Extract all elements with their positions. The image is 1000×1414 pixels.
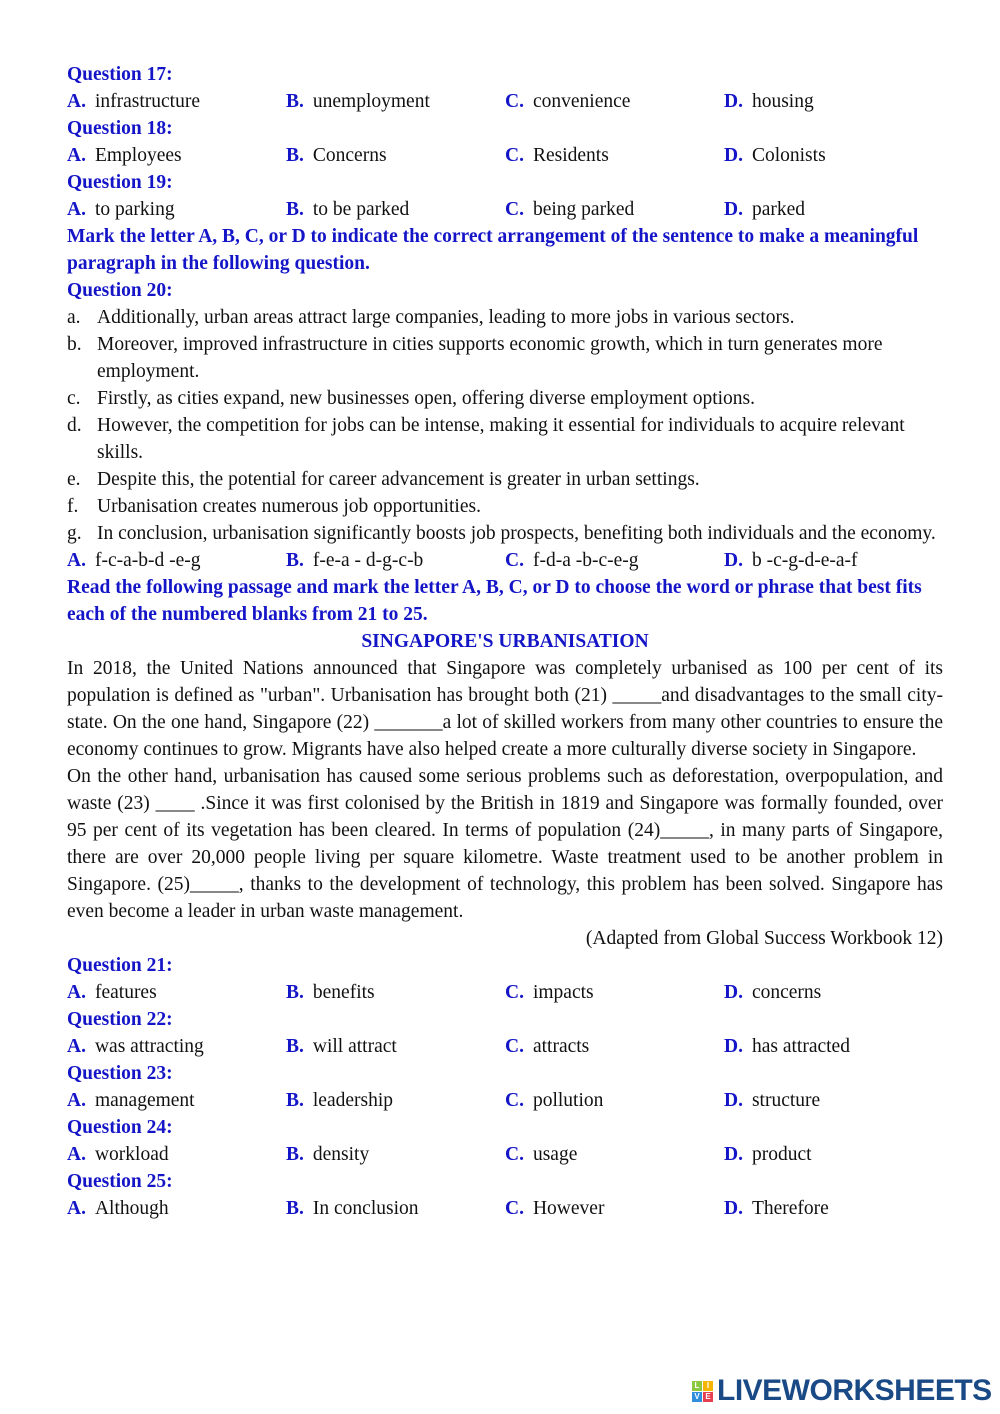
options-row	[67, 196, 943, 223]
option-letter: C.	[505, 1144, 524, 1165]
question-title: Question 21:	[67, 955, 173, 976]
option-letter: B.	[286, 145, 304, 166]
option-text: infrastructure	[94, 91, 201, 112]
option-letter: D.	[724, 550, 743, 571]
questions-21-25	[67, 952, 943, 1222]
option-text: being parked	[532, 199, 635, 220]
question-title: Question 19:	[67, 172, 173, 193]
answer-option[interactable]	[505, 1195, 724, 1222]
options-row	[67, 1141, 943, 1168]
answer-option[interactable]	[724, 88, 943, 115]
answer-option[interactable]	[67, 142, 286, 169]
option-letter: D.	[724, 199, 743, 220]
option-letter: A.	[67, 982, 86, 1003]
question-title: Question 24:	[67, 1117, 173, 1138]
option-text: concerns	[751, 982, 822, 1003]
options-row	[67, 979, 943, 1006]
option-text: attracts	[532, 1036, 590, 1057]
answer-option[interactable]	[724, 547, 943, 574]
option-letter: C.	[505, 145, 524, 166]
answer-option[interactable]	[505, 142, 724, 169]
option-letter: C.	[505, 550, 524, 571]
option-letter: B.	[286, 1090, 304, 1111]
option-letter: B.	[286, 982, 304, 1003]
option-letter: C.	[505, 199, 524, 220]
option-letter: B.	[286, 1198, 304, 1219]
options-row	[67, 88, 943, 115]
option-text: housing	[751, 91, 814, 112]
answer-option[interactable]	[67, 196, 286, 223]
option-letter: C.	[505, 1090, 524, 1111]
option-text: Employees	[94, 145, 182, 166]
option-letter: A.	[67, 199, 86, 220]
sentence-label: g.	[67, 523, 82, 544]
option-text: management	[94, 1090, 195, 1111]
answer-option[interactable]	[286, 1141, 505, 1168]
answer-option[interactable]	[67, 979, 286, 1006]
sentence-label: c.	[67, 388, 81, 409]
answer-option[interactable]	[724, 196, 943, 223]
answer-option[interactable]	[724, 1195, 943, 1222]
answer-option[interactable]	[286, 142, 505, 169]
answer-option[interactable]	[67, 547, 286, 574]
option-letter: D.	[724, 145, 743, 166]
option-text: f-e-a - d-g-c-b	[312, 550, 424, 571]
option-text: to be parked	[312, 199, 410, 220]
option-letter: D.	[724, 1090, 743, 1111]
answer-option[interactable]	[505, 1033, 724, 1060]
passage-instruction: Read the following passage and mark the letter A, B, C, or D to choose the word or phrase that best fits each of the numbered blanks from 21 to 25.	[67, 577, 922, 625]
passage-source: (Adapted from Global Success Workbook 12)	[585, 928, 943, 949]
answer-option[interactable]	[724, 1087, 943, 1114]
option-text: However	[532, 1198, 605, 1219]
sentence-text: Additionally, urban areas attract large companies, leading to more jobs in various sectors.	[97, 307, 795, 328]
answer-option[interactable]	[67, 1195, 286, 1222]
option-text: Colonists	[751, 145, 826, 166]
question-title: Question 18:	[67, 118, 173, 139]
question-title: Question 23:	[67, 1063, 173, 1084]
option-letter: A.	[67, 1036, 86, 1057]
answer-option[interactable]	[286, 1033, 505, 1060]
answer-option[interactable]	[505, 1087, 724, 1114]
sentence-label: d.	[67, 415, 82, 436]
option-letter: A.	[67, 1198, 86, 1219]
sentence-item	[67, 385, 943, 412]
answer-option[interactable]	[67, 1033, 286, 1060]
question-20-options	[67, 547, 943, 574]
question-title: Question 17:	[67, 64, 173, 85]
option-letter: C.	[505, 982, 524, 1003]
option-text: workload	[94, 1144, 169, 1165]
answer-option[interactable]	[724, 142, 943, 169]
option-letter: B.	[286, 1036, 304, 1057]
sentence-label: a.	[67, 307, 81, 328]
answer-option[interactable]	[67, 1141, 286, 1168]
answer-option[interactable]	[724, 1033, 943, 1060]
worksheet-page	[67, 61, 943, 1222]
option-letter: B.	[286, 199, 304, 220]
option-text: unemployment	[312, 91, 430, 112]
option-text: leadership	[312, 1090, 394, 1111]
answer-option[interactable]	[724, 1141, 943, 1168]
option-letter: C.	[505, 1036, 524, 1057]
option-text: impacts	[532, 982, 594, 1003]
answer-option[interactable]	[286, 1195, 505, 1222]
answer-option[interactable]	[286, 1087, 505, 1114]
sentence-list	[67, 304, 943, 547]
option-text: was attracting	[94, 1036, 204, 1057]
answer-option[interactable]	[505, 88, 724, 115]
option-text: usage	[532, 1144, 578, 1165]
option-letter: B.	[286, 550, 304, 571]
sentence-label: e.	[67, 469, 81, 490]
sentence-label: b.	[67, 334, 82, 355]
sentence-text: However, the competition for jobs can be intense, making it essential for individuals to acquire relevant skills.	[97, 415, 905, 463]
option-text: Concerns	[312, 145, 387, 166]
option-text: b -c-g-d-e-a-f	[751, 550, 858, 571]
logo-tile: V	[692, 1392, 702, 1402]
option-text: pollution	[532, 1090, 604, 1111]
option-letter: A.	[67, 145, 86, 166]
passage-paragraph: In 2018, the United Nations announced that Singapore was completely urbanised as 100 per cent of its population is defined as "urban". Urbanisation has brought both (21) _____and disadvantages to the small city-state. On the one hand, Singapore (22) _______a lot of skilled workers from many other countries to ensure the economy continues to grow. Migrants have also helped create a more culturally diverse society in Singapore.	[67, 658, 943, 760]
logo-tile: E	[703, 1392, 713, 1402]
option-text: will attract	[312, 1036, 397, 1057]
answer-option[interactable]	[286, 547, 505, 574]
option-text: Therefore	[751, 1198, 829, 1219]
option-text: parked	[751, 199, 806, 220]
option-letter: B.	[286, 1144, 304, 1165]
option-text: features	[94, 982, 157, 1003]
option-letter: B.	[286, 91, 304, 112]
arrangement-instruction: Mark the letter A, B, C, or D to indicate the correct arrangement of the sentence to make a meaningful paragraph in the following question.	[67, 226, 919, 274]
option-letter: D.	[724, 1198, 743, 1219]
options-row	[67, 1087, 943, 1114]
logo-tile: L	[692, 1381, 702, 1391]
logo-tile: I	[703, 1381, 713, 1391]
answer-option[interactable]	[505, 979, 724, 1006]
passage-title: SINGAPORE'S URBANISATION	[361, 631, 649, 652]
option-text: f-c-a-b-d -e-g	[94, 550, 201, 571]
option-letter: D.	[724, 91, 743, 112]
sentence-item	[67, 412, 943, 466]
sentence-text: Urbanisation creates numerous job opportunities.	[97, 496, 481, 517]
question-title: Question 22:	[67, 1009, 173, 1030]
option-text: Although	[94, 1198, 169, 1219]
sentence-item	[67, 520, 943, 547]
options-row	[67, 1195, 943, 1222]
option-text: f-d-a -b-c-e-g	[532, 550, 639, 571]
option-text: benefits	[312, 982, 375, 1003]
option-text: has attracted	[751, 1036, 850, 1057]
options-row	[67, 1033, 943, 1060]
passage-paragraph: On the other hand, urbanisation has caused some serious problems such as deforestation, overpopulation, and waste (23) ____ .Since it was first colonised by the British in 1819 and Singapore was formally founded, over 95 per cent of its vegetation has been cleared. In terms of population (24)_____, in many parts of Singapore, there are over 20,000 people living per square kilometre. Waste treatment used to be another problem in Singapore. (25)_____, thanks to the development of technology, this problem has been solved. Singapore has even become a leader in urban waste management.	[67, 766, 943, 922]
option-letter: C.	[505, 91, 524, 112]
sentence-item	[67, 331, 943, 385]
answer-option[interactable]	[286, 979, 505, 1006]
option-letter: A.	[67, 1090, 86, 1111]
answer-option[interactable]	[505, 196, 724, 223]
sentence-label: f.	[67, 496, 79, 517]
answer-option[interactable]	[505, 1141, 724, 1168]
answer-option[interactable]	[67, 88, 286, 115]
liveworksheets-logo	[692, 1374, 992, 1408]
option-letter: A.	[67, 1144, 86, 1165]
option-letter: C.	[505, 1198, 524, 1219]
questions-17-19	[67, 61, 943, 223]
sentence-text: In conclusion, urbanisation significantly boosts job prospects, benefiting both individuals and the economy.	[97, 523, 936, 544]
option-text: Residents	[532, 145, 609, 166]
option-text: density	[312, 1144, 370, 1165]
sentence-text: Firstly, as cities expand, new businesses open, offering diverse employment options.	[97, 388, 756, 409]
option-letter: A.	[67, 550, 86, 571]
answer-option[interactable]	[505, 547, 724, 574]
sentence-item	[67, 493, 943, 520]
answer-option[interactable]	[724, 979, 943, 1006]
sentence-text: Moreover, improved infrastructure in cities supports economic growth, which in turn generates more employment.	[97, 334, 883, 382]
option-text: product	[751, 1144, 812, 1165]
question-title: Question 25:	[67, 1171, 173, 1192]
answer-option[interactable]	[286, 196, 505, 223]
option-letter: D.	[724, 1036, 743, 1057]
sentence-text: Despite this, the potential for career advancement is greater in urban settings.	[97, 469, 700, 490]
question-20-title: Question 20:	[67, 280, 173, 301]
option-letter: D.	[724, 982, 743, 1003]
answer-option[interactable]	[67, 1087, 286, 1114]
option-text: convenience	[532, 91, 631, 112]
option-letter: D.	[724, 1144, 743, 1165]
logo-text: LIVEWORKSHEETS	[717, 1374, 992, 1407]
option-text: In conclusion	[312, 1198, 419, 1219]
options-row	[67, 142, 943, 169]
logo-tiles-icon	[692, 1381, 713, 1402]
option-letter: A.	[67, 91, 86, 112]
answer-option[interactable]	[286, 88, 505, 115]
sentence-item	[67, 304, 943, 331]
sentence-item	[67, 466, 943, 493]
option-text: to parking	[94, 199, 175, 220]
option-text: structure	[751, 1090, 821, 1111]
